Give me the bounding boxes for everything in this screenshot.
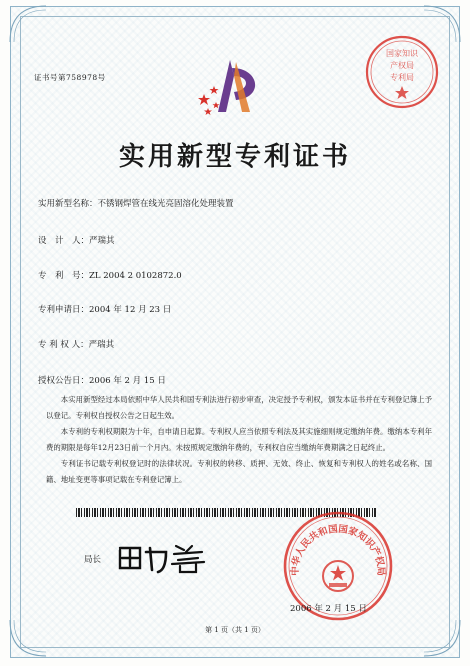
body-paragraph: 本实用新型经过本局依照中华人民共和国专利法进行初步审查，决定授予专利权，颁发本证书并在专利登记簿上予以登记。专利权自授权公告之日起生效。 — [46, 395, 432, 420]
corner-ornament-icon — [8, 618, 48, 658]
certificate-number: 证书号第758978号 — [34, 73, 106, 82]
field-label: 专 利 号： — [38, 271, 90, 281]
field-label: 设 计 人： — [38, 236, 90, 246]
patent-office-logo-icon — [196, 58, 270, 124]
field-label: 实用新型名称： — [38, 199, 98, 209]
issue-date: 2006 年 2 月 15 日 — [290, 604, 367, 614]
svg-text:国家知识: 国家知识 — [386, 49, 418, 58]
field-value: 严瑞其 — [89, 236, 115, 246]
corner-ornament-icon — [8, 4, 48, 44]
patent-bureau-seal-icon — [364, 34, 440, 110]
svg-text:专利局: 专利局 — [390, 73, 414, 82]
page-number: 第 1 页（共 1 页） — [205, 626, 265, 634]
director-label: 局长 — [84, 555, 102, 565]
page-title: 实用新型专利证书 — [118, 142, 351, 172]
field-value: ZL 2004 2 0102872.0 — [89, 271, 182, 281]
body-paragraph: 本专利的专利权期限为十年，自申请日起算。专利权人应当依照专利法及其实施细则规定缴纳年费。缴纳本专利年费的期限是每年12月23日前一个月内。未按照规定缴纳年费的，专利权自应当缴纳年费期满之日起终止。 — [46, 427, 432, 452]
body-paragraph: 专利证书记载专利权登记时的法律状况。专利权的转移、质押、无效、终止、恢复和专利权人的姓名或名称、国籍、地址变更等事项记载在专利登记簿上。 — [46, 459, 432, 484]
field-value: 不锈钢焊管在线光亮固溶化处理装置 — [97, 199, 234, 209]
director-signature — [114, 540, 210, 574]
field-value: 2004 年 12 月 23 日 — [89, 305, 172, 315]
field-patent-number — [38, 269, 182, 281]
field-application-date — [38, 303, 171, 315]
field-value: 严瑞其 — [88, 340, 115, 350]
field-utility-model-name — [38, 197, 234, 209]
svg-text:产权局: 产权局 — [390, 61, 414, 70]
field-designer — [38, 234, 115, 246]
field-value: 2006 年 2 月 15 日 — [89, 376, 166, 386]
svg-text:中华人民共和国国家知识产权局: 中华人民共和国国家知识产权局 — [289, 523, 387, 576]
field-label: 专 利 权 人： — [38, 340, 89, 350]
field-grant-announcement-date — [38, 374, 166, 386]
corner-ornament-icon — [422, 618, 462, 658]
field-label: 专利申请日： — [38, 305, 90, 315]
field-patentee — [38, 338, 114, 350]
field-label: 授权公告日： — [38, 376, 90, 386]
